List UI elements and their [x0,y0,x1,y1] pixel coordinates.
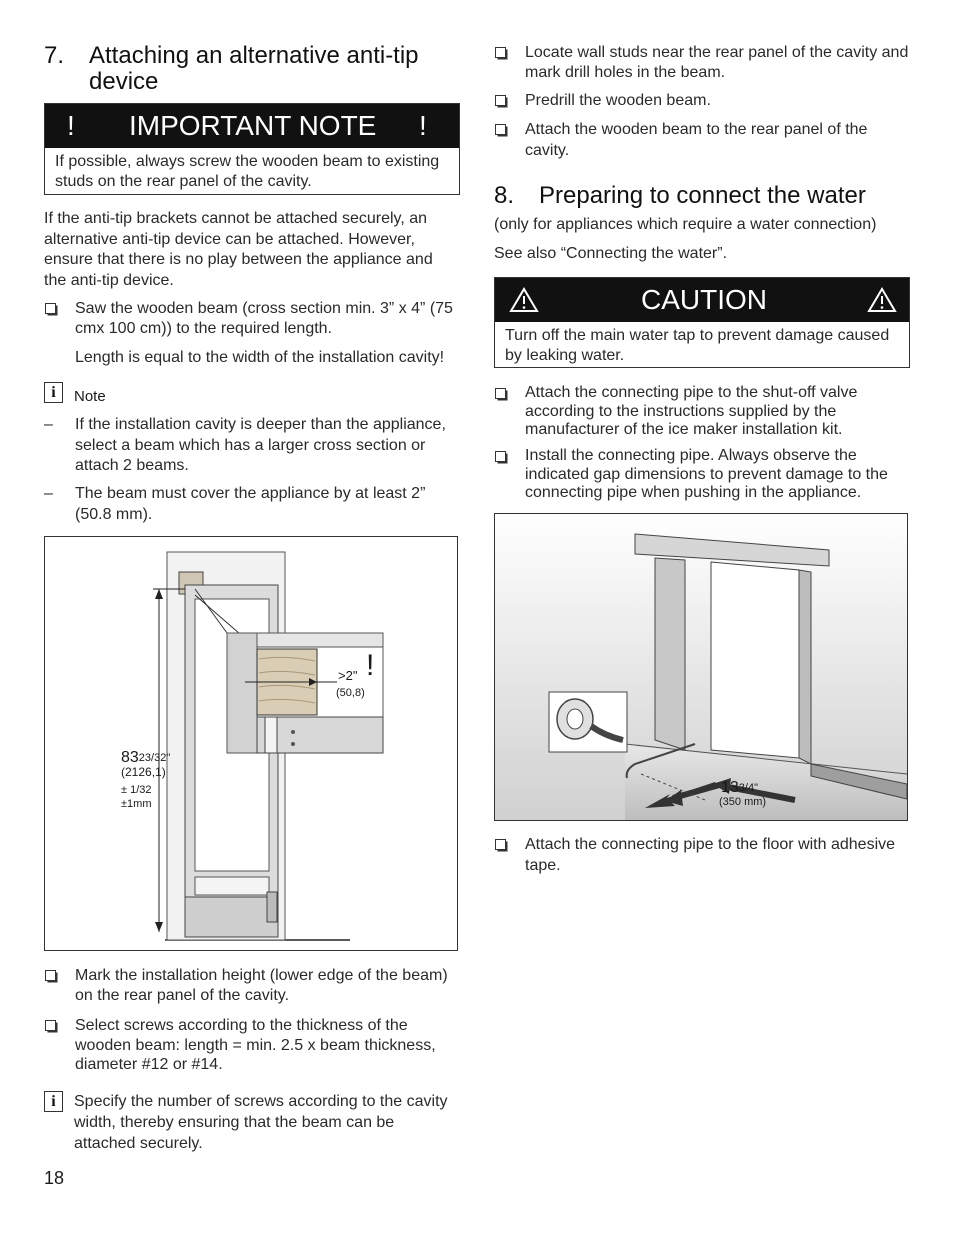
water-subtitle: (only for appliances which require a water connection) [494,216,877,233]
info-icon: i [44,1091,63,1112]
caution-title: CAUTION [641,284,767,315]
water-pipe-illustration [495,514,907,820]
caution-box [494,277,910,368]
bullet-predrill: Predrill the wooden beam. [494,91,910,111]
note-label: Note [74,388,106,405]
bullet-shutoff-valve: Attach the connecting pipe to the shut-off valve according to the instructions supplied by the manufacturer of the ice maker installation kit. [494,384,910,440]
exclamation-icon: ! [67,110,75,141]
note-header [44,380,106,405]
note-item-2: – The beam must cover the appliance by at least 2” (50.8 mm). [44,485,426,523]
caution-bar [495,278,909,322]
figure-water-pipe [494,513,908,821]
info-screws: i Specify the number of screws according to the cavity width, thereby ensuring that the beam can be attached securely. [44,1091,460,1154]
section-number: 7. [44,42,65,69]
section-number: 8. [494,182,515,209]
gap-dimension-label: $13^{3/4"}$ (350 mm) [719,779,767,808]
checkbox-bullet-icon [44,966,75,1005]
depth-mm-label: (50,8) [336,687,365,699]
depth-inch-label: >2" [338,668,358,683]
exclamation-icon: ! [419,110,427,141]
section-title: Preparing to connect the water [539,182,866,209]
page-number: 18 [44,1168,65,1188]
checkbox-bullet-icon [44,299,75,338]
checkbox-bullet-icon [44,1016,75,1075]
bullet-select-screws: Select screws according to the thickness of the wooden beam: length = min. 2.5 x beam thickness, diameter #12 or #14. [44,1016,460,1075]
bullet-attach-beam: Attach the wooden beam to the rear panel of the cavity. [494,120,910,161]
checkbox-bullet-icon [494,120,525,161]
checkbox-bullet-icon [494,43,525,83]
beam-installation-illustration [45,537,457,950]
note-item-1: – If the installation cavity is deeper than the appliance, select a beam which has a larger cross section or attach 2 beams. [44,416,446,474]
caution-body: Turn off the main water tap to prevent damage caused by leaking water. [505,327,890,364]
intro-paragraph: If the anti-tip brackets cannot be attached securely, an alternative anti-tip device can be attached. However, ensure that there is no play between the appliance and the anti-tip device. [44,210,433,289]
water-see-also: See also “Connecting the water”. [494,245,728,262]
checkbox-bullet-icon [494,835,525,876]
info-icon: i [44,382,63,403]
bullet-adhesive-tape: Attach the connecting pipe to the floor with adhesive tape. [494,835,910,876]
warning-triangle-icon [867,287,897,313]
important-note-box [44,103,460,195]
height-dimension-label: $83^{23/32"}$ (2126,1) ± 1/32 ±1mm [121,749,171,810]
bullet-mark-height: Mark the installation height (lower edge of the beam) on the rear panel of the cavity. [44,966,460,1005]
important-note-body: If possible, always screw the wooden beam to existing studs on the rear panel of the cavity. [55,153,440,190]
section-title: Attaching an alternative anti-tip device [89,42,419,95]
important-note-title: IMPORTANT NOTE [129,110,377,141]
bullet-saw-beam-sub: Length is equal to the width of the installation cavity! [75,349,445,366]
bullet-locate-studs: Locate wall studs near the rear panel of the cavity and mark drill holes in the beam. [494,43,910,83]
warning-triangle-icon [509,287,539,313]
section-7-heading [44,43,460,95]
checkbox-bullet-icon [494,91,525,111]
bullet-install-pipe: Install the connecting pipe. Always observe the indicated gap dimensions to prevent damage to the connecting pipe when pushing in the appliance. [494,447,910,503]
checkbox-bullet-icon [494,384,525,440]
figure-beam-installation [44,536,458,951]
exclamation-icon: ! [366,649,375,682]
section-8-heading [494,183,910,209]
checkbox-bullet-icon [494,447,525,503]
important-note-bar [45,104,459,148]
bullet-saw-beam: Saw the wooden beam (cross section min. 3” x 4” (75 cmx 100 cm)) to the required length. [44,299,460,338]
